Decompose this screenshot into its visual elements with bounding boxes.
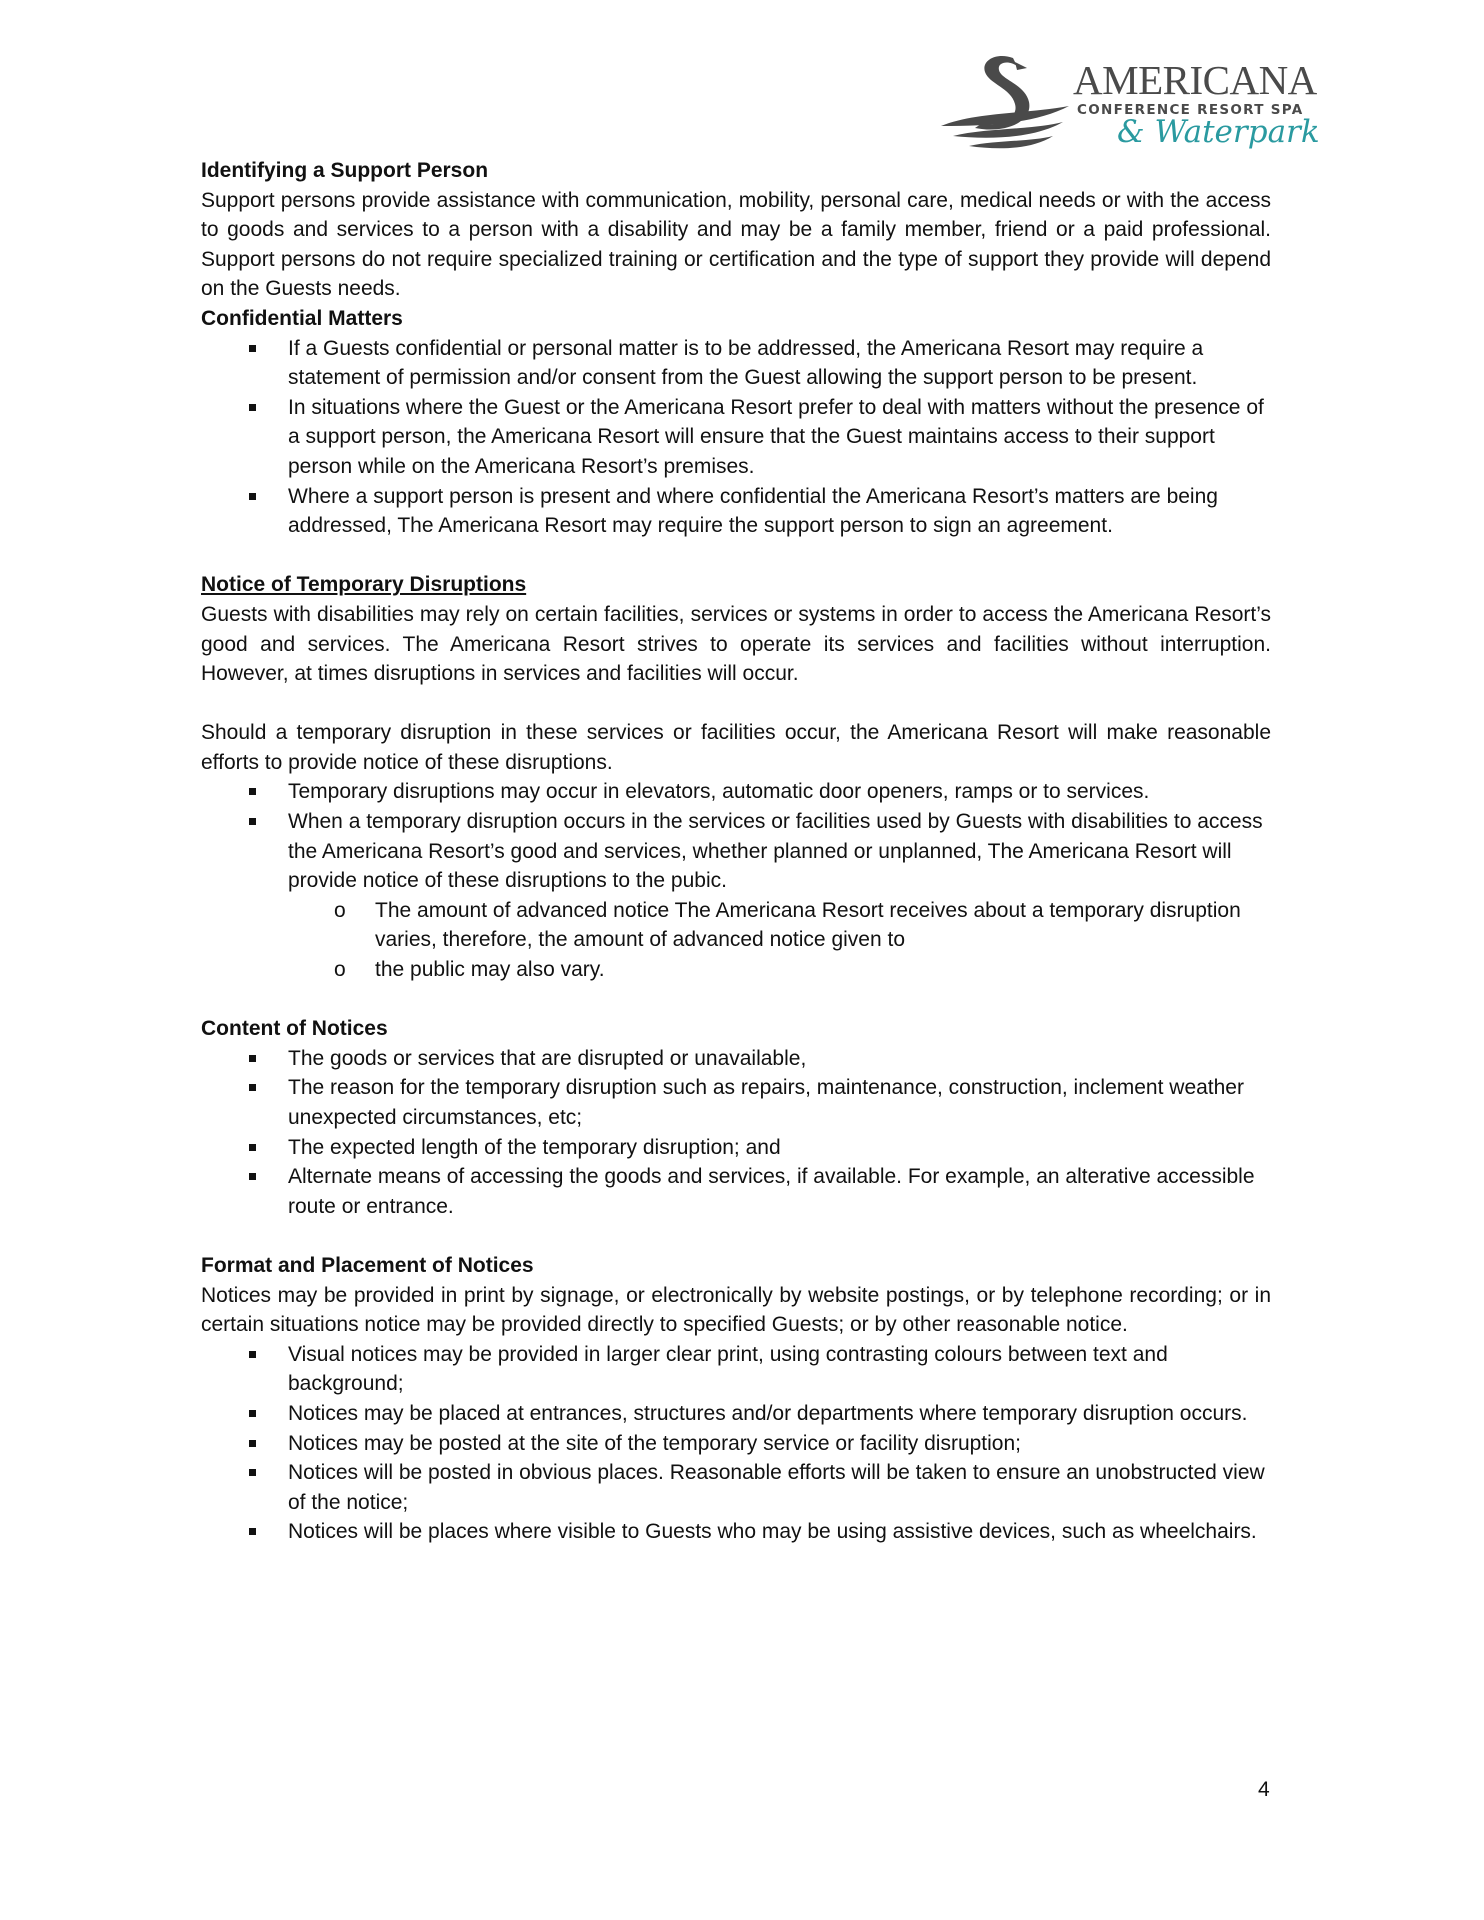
list-item: The goods or services that are disrupted or unavailable, bbox=[201, 1044, 1271, 1074]
logo-subtitle: CONFERENCE RESORT SPA bbox=[1077, 102, 1304, 118]
sub-list-item: o the public may also vary. bbox=[201, 955, 1271, 985]
list-item: Alternate means of accessing the goods and services, if available. For example, an alterative accessible route or entrance. bbox=[201, 1162, 1271, 1221]
document-body bbox=[201, 156, 1271, 1547]
support-person-paragraph: Support persons provide assistance with communication, mobility, personal care, medical needs or with the access to goods and services to a person with a disability and may be a family member, friend or a paid professional. Support persons do not require specialized training or certification and the type of support they provide will depend on the Guests needs. bbox=[201, 188, 1271, 301]
heading-confidential-matters: Confidential Matters bbox=[201, 306, 403, 330]
page-number: 4 bbox=[1258, 1778, 1270, 1801]
list-item: The reason for the temporary disruption such as repairs, maintenance, construction, inclement weather unexpected circumstances, etc; bbox=[201, 1073, 1271, 1132]
disruptions-sublist bbox=[201, 896, 1271, 985]
list-item: Notices will be posted in obvious places. Reasonable efforts will be taken to ensure an unobstructed view of the notice; bbox=[201, 1458, 1271, 1517]
list-item: Notices may be placed at entrances, structures and/or departments where temporary disruption occurs. bbox=[201, 1399, 1271, 1429]
content-list bbox=[201, 1044, 1271, 1222]
list-item: The expected length of the temporary disruption; and bbox=[201, 1133, 1271, 1163]
list-item: Where a support person is present and where confidential the Americana Resort’s matters are being addressed, The Americana Resort may require the support person to sign an agreement. bbox=[201, 482, 1271, 541]
format-paragraph: Notices may be provided in print by signage, or electronically by website postings, or by telephone recording; or in certain situations notice may be provided directly to specified Guests; or by other reasonable notice. bbox=[201, 1283, 1271, 1337]
disruptions-paragraph-2: Should a temporary disruption in these services or facilities occur, the Americana Resort will make reasonable efforts to provide notice of these disruptions. bbox=[201, 721, 1271, 774]
list-item: Temporary disruptions may occur in elevators, automatic door openers, ramps or to services. bbox=[201, 777, 1271, 807]
logo-name: AMERICANA bbox=[1073, 57, 1317, 103]
heading-support-person: Identifying a Support Person bbox=[201, 159, 489, 182]
heading-temporary-disruptions: Notice of Temporary Disruptions bbox=[201, 573, 527, 597]
heading-format-placement: Format and Placement of Notices bbox=[201, 1253, 534, 1277]
list-item: Visual notices may be provided in larger clear print, using contrasting colours between text and background; bbox=[201, 1340, 1271, 1399]
logo-script: & Waterpark bbox=[1117, 114, 1320, 150]
list-item: When a temporary disruption occurs in the services or facilities used by Guests with disabilities to access the Americana Resort’s good and services, whether planned or unplanned, The Americana Resort will provide notice of these disruptions to the pubic. bbox=[201, 807, 1271, 896]
list-item: In situations where the Guest or the Americana Resort prefer to deal with matters without the presence of a support person, the Americana Resort will ensure that the Guest maintains access to their support person while on the Americana Resort’s premises. bbox=[201, 393, 1271, 482]
list-item: Notices will be places where visible to Guests who may be using assistive devices, such as wheelchairs. bbox=[201, 1517, 1271, 1547]
confidential-list bbox=[201, 334, 1271, 541]
disruptions-list bbox=[201, 777, 1271, 895]
disruptions-paragraph-1: Guests with disabilities may rely on certain facilities, services or systems in order to access the Americana Resort’s good and services. The Americana Resort strives to operate its services and facilities without interruption. However, at times disruptions in services and facilities will occur. bbox=[201, 602, 1271, 686]
americana-logo bbox=[935, 52, 1320, 157]
list-item: If a Guests confidential or personal matter is to be addressed, the Americana Resort may require a statement of permission and/or consent from the Guest allowing the support person to be present. bbox=[201, 334, 1271, 393]
heading-content-of-notices: Content of Notices bbox=[201, 1017, 388, 1041]
sub-list-item: o The amount of advanced notice The Americana Resort receives about a temporary disruption varies, therefore, the amount of advanced notice given to bbox=[201, 896, 1271, 955]
list-item: Notices may be posted at the site of the temporary service or facility disruption; bbox=[201, 1429, 1271, 1459]
format-list bbox=[201, 1340, 1271, 1547]
swan-logo-icon bbox=[935, 52, 1075, 152]
